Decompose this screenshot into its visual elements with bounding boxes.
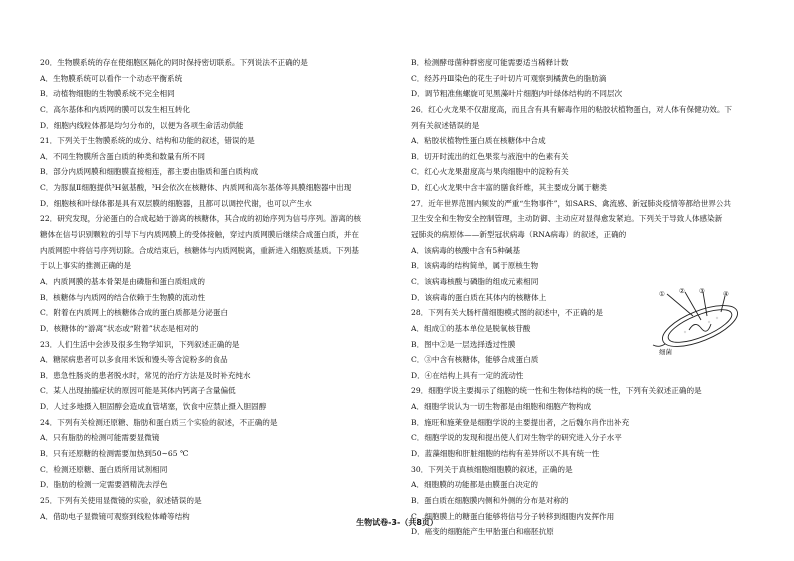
bacteria-cell-diagram <box>645 286 750 356</box>
text-line: B．切开时流出的红色果浆与液泡中的色素有关 <box>411 151 569 161</box>
diagram-label-4: ④ <box>723 290 729 298</box>
text-line: C．检测还原糖、蛋白质所用试剂相同 <box>40 464 168 474</box>
text-line: 25．下列有关使用显微镜的实验，叙述错误的是 <box>40 495 202 505</box>
text-line: B．患急性肠炎的患者脱水时，常见的治疗方法是及时补充纯水 <box>40 370 251 380</box>
text-line: D．脂肪的检测一定需要酒精洗去浮色 <box>40 480 168 490</box>
text-line: 23．人们生活中会涉及很多生物学知识，下列叙述正确的是 <box>40 339 240 349</box>
text-line: D．④在结构上具有一定的流动性 <box>411 370 524 380</box>
text-line: A．只有脂肪的检测可能需要显微镜 <box>40 433 160 443</box>
left-column <box>40 55 395 524</box>
text-line: 26．红心火龙果不仅甜度高，而且含有具有解毒作用的粘胶状植物蛋白，对人体有保健功效。下 <box>411 104 733 114</box>
text-line: C．红心火龙果甜度高与果肉细胞中的淀粉有关 <box>411 167 569 177</box>
text-line: D．细胞核和叶绿体都是具有双层膜的细胞器，且都可以调控代谢，也可以产生水 <box>40 198 312 208</box>
text-line: A．组成①的基本单位是脱氧核苷酸 <box>411 323 531 333</box>
text-line: D．核糖体的“游离”状态或“附着”状态是相对的 <box>40 323 199 333</box>
text-line: 内质网腔中将信号序列切除。合成结束后，核糖体与内质网脱离，重新进入细胞质基质。下列基 <box>40 245 359 255</box>
diagram-label-2: ② <box>679 287 685 295</box>
text-line: D．人过多地摄入胆固醇会造成血管堵塞，饮食中应禁止摄入胆固醇 <box>40 402 267 412</box>
text-line: 27．近年世界范围内频发的严重“生物事件”，如SARS、禽流感、新冠肺炎疫情等都给世界公共 <box>411 198 731 208</box>
text-line: 列有关叙述错误的是 <box>411 120 480 130</box>
text-line: 糖体在信号识别颗粒的引导下与内质网膜上的受体接触，穿过内质网膜后继续合成蛋白质，并在 <box>40 230 359 240</box>
text-line: C．经苏丹Ⅲ染色的花生子叶切片可观察到橘黄色的脂肪滴 <box>411 73 607 83</box>
text-line: A．不同生物膜所含蛋白质的种类和数量有所不同 <box>40 151 205 161</box>
text-line: C．某人出现抽搐症状的原因可能是其体内钙离子含量偏低 <box>40 386 236 396</box>
text-line: C．高尔基体和内质网的膜可以发生相互转化 <box>40 104 191 114</box>
text-line: B．动植物细胞的生物膜系统不完全相同 <box>40 89 175 99</box>
text-line: D．红心火龙果中含丰富的膳食纤维，其主要成分属于糖类 <box>411 183 607 193</box>
text-line: D．蓝藻细胞和肝脏细胞的结构有差异所以不具有统一性 <box>411 449 600 459</box>
flagellum <box>653 344 665 346</box>
text-line: C．③中含有核糖体，能够合成蛋白质 <box>411 355 539 365</box>
page-footer: 生物试卷-3-（共8页） <box>356 518 438 527</box>
text-line: 29．细胞学说主要揭示了细胞的统一性和生物体结构的统一性，下列有关叙述正确的是 <box>411 386 702 396</box>
text-line: B．只有还原糖的检测需要加热到50~65 ℃ <box>40 449 189 459</box>
text-line: B．核糖体与内质网的结合依赖于生物膜的流动性 <box>40 292 206 302</box>
text-line: B．蛋白质在细胞膜内侧和外侧的分布是对称的 <box>411 495 569 505</box>
text-line: 22．研究发现，分泌蛋白的合成起始于游离的核糖体，其合成的初始序列为信号序列。游离的核 <box>40 214 362 224</box>
text-line: 20．生物膜系统的存在使细胞区隔化的同时保持密切联系。下列说法不正确的是 <box>40 58 308 67</box>
text-line: 卫生安全和生物安全控制管理，主动防御、主动应对显得愈发紧迫。下列关于导致人体感染新 <box>411 214 723 224</box>
text-line: C．细胞学说的发现和提出使人们对生物学的研究进入分子水平 <box>411 433 622 443</box>
ribosome-dot <box>684 331 686 333</box>
text-line: A．内质网膜的基本骨架是由磷脂和蛋白质组成的 <box>40 276 205 286</box>
text-line: 于以上事实的推测正确的是 <box>40 261 132 271</box>
text-line: 28．下列有关大肠杆菌细胞模式图的叙述中，不正确的是 <box>411 308 603 318</box>
text-line: A．细胞学说认为一切生物都是由细胞和细胞产物构成 <box>411 402 592 412</box>
text-line: 冠肺炎的病原体——新型冠状病毒（RNA病毒）的叙述，正确的 <box>411 230 627 240</box>
diagram-label-3: ③ <box>699 287 705 295</box>
text-line: A．细胞膜的功能都是由膜蛋白决定的 <box>411 480 538 490</box>
text-line: A．粘胶状植物性蛋白质在核糖体中合成 <box>411 136 546 146</box>
diagram-label-1: ① <box>659 290 665 298</box>
text-line: C．附着在内质网上的核糖体合成的蛋白质都是分泌蛋白 <box>40 308 229 318</box>
pointer-1 <box>667 294 693 316</box>
text-line: C．为豚鼠Ⅱ细胞提供³H氨基酸，³H会依次在核糖体、内质网和高尔基体等具膜细胞器中出现 <box>40 183 352 193</box>
text-line: D．细胞内线粒体都是均匀分布的，以便为各项生命活动供能 <box>40 120 244 130</box>
text-line: B．图中②是一层选择透过性膜 <box>411 339 516 349</box>
text-line: B．该病毒的结构简单，属于原核生物 <box>411 261 539 271</box>
text-line: A．该病毒的核酸中含有5种碱基 <box>411 245 521 255</box>
text-line: C．该病毒核酸与磷脂的组成元素相同 <box>411 276 539 286</box>
ribosome-dot <box>708 321 710 323</box>
text-line: 24．下列有关检测还原糖、脂肪和蛋白质三个实验的叙述，不正确的是 <box>40 417 278 427</box>
text-line: A．糖尿病患者可以多食用米饭和馒头等含淀粉多的食品 <box>40 355 228 365</box>
text-line: B．检测酵母菌种群密度可能需要适当稀释计数 <box>411 58 569 67</box>
outer-cell-wall <box>657 297 742 355</box>
diagram-caption: 细菌 <box>659 348 672 356</box>
text-line: D．调节粗准焦螺旋可见黑藻叶片细胞内叶绿体结构的不同层次 <box>411 89 623 99</box>
text-line: 21．下列关于生物膜系统的成分、结构和功能的叙述，错误的是 <box>40 136 255 146</box>
nucleoid-dna <box>689 324 711 331</box>
text-line: B．部分内质网膜和细胞膜直接相连，都主要由脂质和蛋白质构成 <box>40 167 259 177</box>
text-line: 30．下列关于真核细胞细胞膜的叙述，正确的是 <box>411 464 573 474</box>
text-line: A．借助电子显微镜可观察到线粒体嵴等结构 <box>40 511 190 521</box>
text-line: B．施旺和施莱登是细胞学说的主要提出者，之后魏尔肖作出补充 <box>411 417 630 427</box>
text-line: C．细胞膜上的糖蛋白能够将信号分子转移到细胞内发挥作用 <box>411 511 615 521</box>
text-line: D．该病毒的蛋白质在其体内的核糖体上 <box>411 292 547 302</box>
text-line: D．癌变的细胞能产生甲胎蛋白和癌胚抗原 <box>411 527 554 537</box>
ribosome-dot <box>716 317 718 319</box>
text-line: A．生物膜系统可以看作一个动态平衡系统 <box>40 73 183 83</box>
